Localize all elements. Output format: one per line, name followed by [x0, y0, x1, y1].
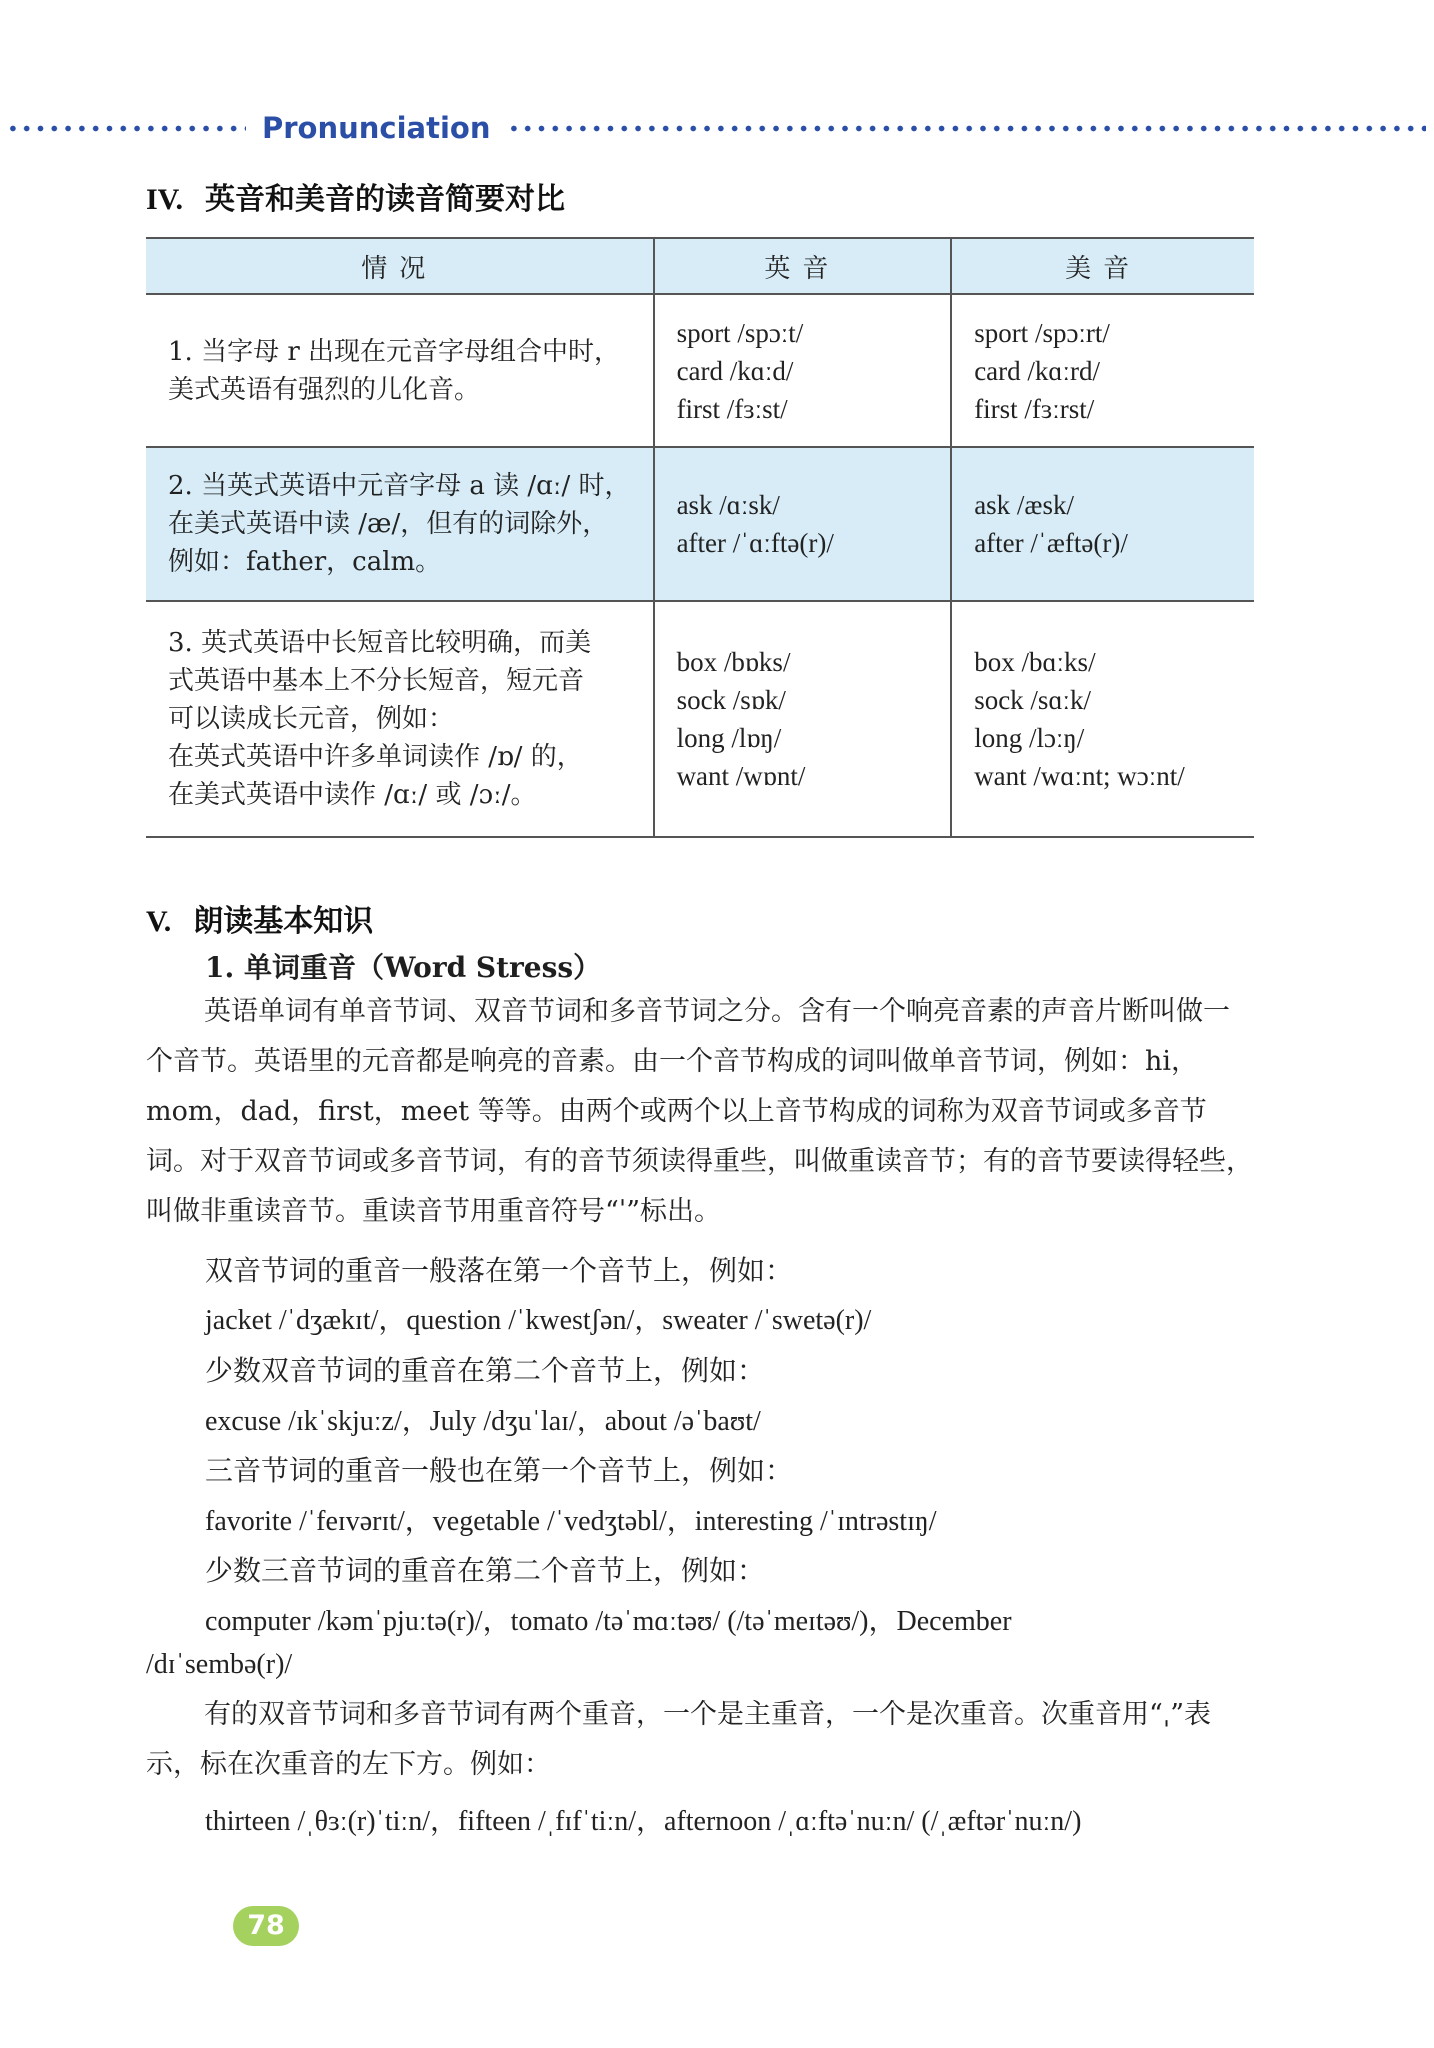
condition-line: 在英式英语中许多单词读作 /ɒ/ 的， [168, 742, 583, 772]
example-line: long /lɔːŋ/ [974, 723, 1085, 753]
example-3: favorite /ˈfeɪvərɪt/，vegetable /ˈvedʒtəbl/，interesting /ˈɪntrəstɪŋ/ [205, 1506, 937, 1537]
section-5-title: 朗读基本知识 [193, 904, 374, 939]
rule-5: 有的双音节词和多音节词有两个重音，一个是主重音，一个是次重音。次重音用“ˌ”表示，标在次重音的左下方。例如： [146, 1699, 1212, 1780]
example-line: long /lɒŋ/ [676, 723, 782, 753]
condition-line: 1. 当字母 r 出现在元音字母组合中时， [168, 336, 621, 367]
header-dots-left [6, 125, 246, 132]
header-title: Pronunciation [262, 111, 491, 145]
american-cell [951, 601, 1254, 837]
table-row [146, 601, 1254, 837]
condition-cell [146, 601, 654, 837]
section-5-heading [146, 896, 373, 940]
section-5-number: V. [146, 905, 172, 938]
subsection-title: 1. 单词重音（Word Stress） [205, 951, 602, 984]
condition-line: 3. 英式英语中长短音比较明确，而美 [168, 628, 592, 658]
example-5: thirteen /ˌθɜː(r)ˈtiːn/，fifteen /ˌfɪfˈtiːn/，afternoon /ˌɑːftəˈnuːn/ (/ˌæftərˈnuːn/) [205, 1806, 1082, 1837]
section-4-heading [146, 174, 565, 218]
rule-1: 双音节词的重音一般落在第一个音节上，例如： [205, 1254, 794, 1287]
example-line: after /ˈæftə(r)/ [974, 528, 1128, 558]
table-row [146, 447, 1254, 601]
example-2: excuse /ɪkˈskjuːz/，July /dʒuˈlaɪ/，about /əˈbaʊt/ [205, 1406, 761, 1437]
condition-line: 在美式英语中读 /æ/，但有的词除外， [168, 509, 609, 539]
rule-4: 少数三音节词的重音在第二个音节上，例如： [205, 1554, 766, 1587]
section-4-number: IV. [146, 183, 183, 216]
condition-line: 2. 当英式英语中元音字母 a 读 /ɑː/ 时， [168, 471, 631, 501]
header-condition: 情况 [146, 238, 654, 294]
condition-line: 美式英语有强烈的儿化音。 [168, 374, 481, 405]
example-line: after /ˈɑːftə(r)/ [676, 528, 834, 558]
example-line: sport /spɔːrt/ [974, 317, 1110, 348]
condition-line: 在美式英语中读作 /ɑː/ 或 /ɔː/。 [168, 780, 537, 810]
condition-line: 可以读成长元音，例如： [168, 704, 455, 734]
british-cell [654, 447, 952, 601]
section-4-title: 英音和美音的读音简要对比 [204, 182, 565, 217]
example-line: card /kɑːrd/ [974, 355, 1101, 386]
condition-line: 式英语中基本上不分长短音，短元音 [168, 666, 585, 696]
intro-paragraph: 英语单词有单音节词、双音节词和多音节词之分。含有一个响亮音素的声音片断叫做一个音节。英语里的元音都是响亮的音素。由一个音节构成的词叫做单音节词，例如：hi，mom，dad，first，meet 等等。由两个或两个以上音节构成的词称为双音节词或多音节词。对于双音节词或多音节词，有的音节须读得重些，叫做重读音节；有的音节要读得轻些，叫做非重读音节。重读音节用重音符号“ˈ”标出。 [146, 996, 1253, 1227]
comparison-table [146, 237, 1254, 838]
example-line: want /wɒnt/ [676, 761, 806, 791]
example-line: first /fɜːst/ [676, 393, 788, 424]
american-cell [951, 447, 1254, 601]
example-line: card /kɑːd/ [676, 355, 794, 386]
example-1: jacket /ˈdʒækɪt/，question /ˈkwestʃən/，sweater /ˈswetə(r)/ [205, 1305, 872, 1336]
example-line: sport /spɔːt/ [676, 317, 804, 348]
example-line: box /bɒks/ [676, 647, 791, 677]
example-line: box /bɑːks/ [974, 647, 1096, 677]
rule-2: 少数双音节词的重音在第二个音节上，例如： [205, 1354, 766, 1387]
header-british: 英音 [654, 238, 952, 294]
example-line: sock /sɒk/ [676, 685, 786, 715]
example-line: ask /æsk/ [974, 490, 1074, 520]
table-row [146, 294, 1254, 447]
example-4-line-1: computer /kəmˈpjuːtə(r)/，tomato /təˈmɑːtəʊ/ (/təˈmeɪtəʊ/)，December [205, 1606, 1012, 1637]
table-header-row [146, 238, 1254, 294]
example-line: want /wɑːnt; wɔːnt/ [974, 761, 1185, 791]
british-cell [654, 294, 952, 447]
british-cell [654, 601, 952, 837]
page-number: 78 [233, 1906, 299, 1946]
condition-cell [146, 294, 654, 447]
condition-cell [146, 447, 654, 601]
rule-3: 三音节词的重音一般也在第一个音节上，例如： [205, 1454, 794, 1487]
header-dots-right [507, 125, 1427, 132]
example-line: first /fɜːrst/ [974, 393, 1095, 424]
header-american: 美音 [951, 238, 1254, 294]
american-cell [951, 294, 1254, 447]
running-header [0, 108, 1434, 148]
example-4-line-2: /dɪˈsembə(r)/ [146, 1649, 293, 1680]
condition-line: 例如：father，calm。 [168, 547, 442, 577]
example-line: sock /sɑːk/ [974, 685, 1092, 715]
example-line: ask /ɑːsk/ [676, 490, 780, 520]
